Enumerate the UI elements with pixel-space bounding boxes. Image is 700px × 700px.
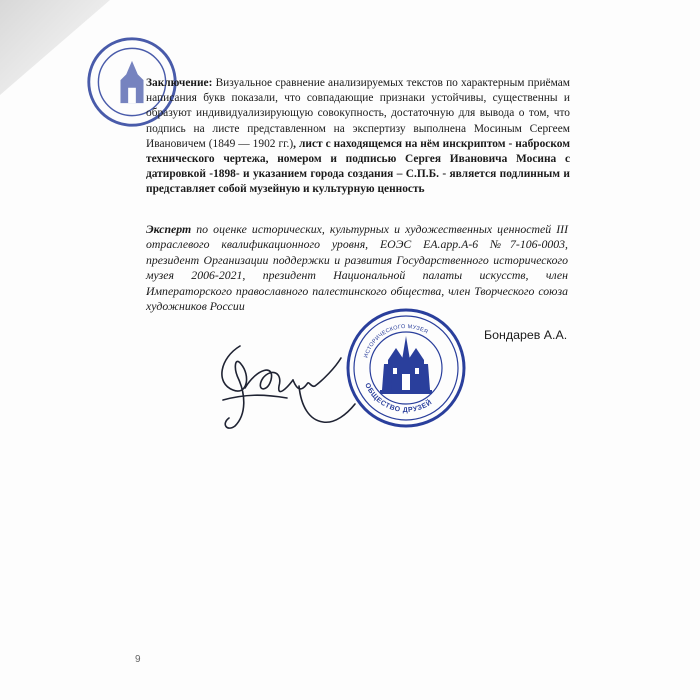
expert-credentials: по оценке исторических, культурных и художественных ценностей III отраслевого квалификационного уровня, ЕОЭС ЕА.арр.А-6 №7-106-0003, президент Организации поддержки и развития Государственного исторического музея 2006-2021, президент Национальной палаты искусств, член Императорского православного палестинского общества, член Творческого союза художников России — [146, 222, 568, 314]
seal-bottom-text: ОБЩЕСТВО ДРУЗЕЙ — [363, 382, 434, 415]
conclusion-regular-text: Визуальное сравнение анализируемых текстов по характерным приёмам написания букв показали, что совпадающие признаки устойчивы, существенны и образуют индивидуализирующую совокупность, достаточную для вывода о том, что подпись на листе представленном на экспертизу выполнена Мосиным Сергеем Ивановичем (1849 — 1902 гг.) — [146, 77, 570, 150]
conclusion-paragraph — [146, 76, 570, 198]
signatory-name: Бондарев А.А. — [484, 328, 568, 342]
official-seal — [344, 306, 468, 430]
conclusion-bold-text: , лист с находящемся на нём инскриптом - наброском технического чертежа, номером и подписью Сергея Ивановича Мосина с датировкой -1898- и указанием города создания – С.П.Б. - является подлинным и представляет собой музейную и культурную ценность — [146, 137, 570, 196]
expert-lead: Эксперт — [146, 222, 192, 236]
seal-top-text: ИСТОРИЧЕСКОГО МУЗЕЯ — [363, 323, 429, 359]
expert-paragraph — [146, 222, 568, 314]
handwritten-signature — [205, 328, 365, 440]
conclusion-label: Заключение: — [146, 77, 213, 89]
page-number: 9 — [135, 654, 141, 665]
